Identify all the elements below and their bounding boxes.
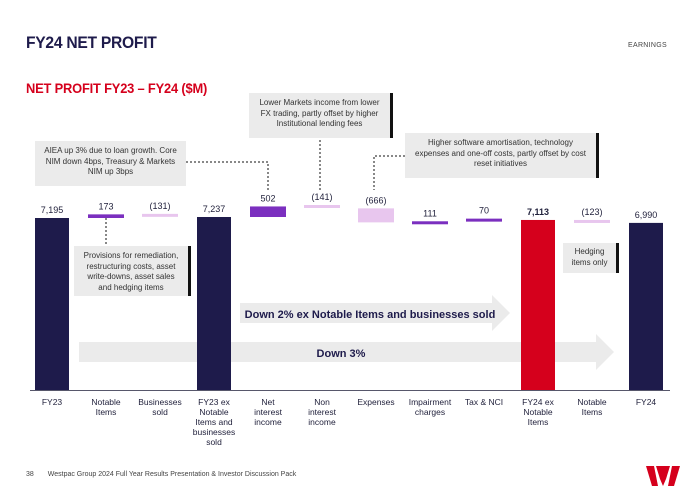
category-label-10: FY24 ex Notable Items <box>522 397 554 427</box>
value-label-6: (141) <box>311 191 333 202</box>
category-label-8: Impairment charges <box>408 397 452 417</box>
bar-4 <box>197 217 231 390</box>
note-markets-accent <box>390 93 393 138</box>
value-label-3: (131) <box>149 200 171 211</box>
note-provisions-accent <box>188 246 191 296</box>
page-title: FY24 NET PROFIT <box>26 33 157 52</box>
note-markets-text: Lower Markets income from lower FX trading, partly offset by higher Institutional lending fees <box>259 98 380 128</box>
value-label-4: 7,237 <box>202 203 226 214</box>
category-label-2: Notable Items <box>91 397 121 417</box>
category-label-12: FY24 <box>635 397 657 407</box>
bar-11 <box>574 220 610 223</box>
category-label-11: Notable Items <box>577 397 607 417</box>
category-label-9: Tax & NCI <box>464 397 504 407</box>
category-label-6: Non interest income <box>308 397 336 427</box>
footer <box>26 471 308 478</box>
value-label-7: (666) <box>365 195 387 206</box>
arrow-down-2-label: Down 2% ex Notable Items and businesses sold <box>244 309 496 321</box>
connector-software <box>374 156 405 190</box>
bar-5 <box>250 206 286 217</box>
bar-10 <box>521 220 555 390</box>
note-aiea-text: AIEA up 3% due to loan growth. Core NIM down 4bps, Treasury & Markets NIM up 3bps <box>44 146 177 176</box>
value-label-5: 502 <box>260 193 276 204</box>
category-label-7: Expenses <box>357 397 395 407</box>
note-provisions <box>74 246 188 296</box>
note-hedging-text: Hedging items only <box>571 247 608 267</box>
page-number: 38 <box>26 471 34 478</box>
value-label-11: (123) <box>581 206 603 217</box>
bar-8 <box>412 221 448 224</box>
value-label-10: 7,113 <box>526 206 550 217</box>
connector-aiea <box>186 162 268 190</box>
value-label-12: 6,990 <box>634 209 658 220</box>
note-markets <box>249 93 390 138</box>
bar-2 <box>88 214 124 218</box>
note-software-text: Higher software amortisation, technology expenses and one-off costs, partly offset by cost reset initiatives <box>415 138 586 168</box>
value-label-2: 173 <box>98 201 114 212</box>
bar-3 <box>142 214 178 217</box>
category-label-4: FY23 ex Notable Items and businesses sold <box>192 397 236 447</box>
category-label-5: Net interest income <box>254 397 282 427</box>
value-label-1: 7,195 <box>40 205 64 215</box>
note-software-accent <box>596 133 599 178</box>
value-label-8: 111 <box>423 208 437 219</box>
value-label-9: 70 <box>478 205 490 216</box>
westpac-logo-icon <box>646 466 680 486</box>
footer-text: Westpac Group 2024 Full Year Results Presentation & Investor Discussion Pack <box>47 471 297 478</box>
chart-subtitle: NET PROFIT FY23 – FY24 ($M) <box>26 80 208 96</box>
bar-7 <box>358 208 394 222</box>
note-hedging-accent <box>616 243 619 273</box>
note-hedging <box>563 243 616 273</box>
bar-9 <box>466 219 502 222</box>
arrow-down-3-label: Down 3% <box>316 348 366 360</box>
note-aiea <box>35 141 186 186</box>
bar-6 <box>304 205 340 208</box>
category-label-1: FY23 <box>41 397 63 407</box>
category-label-3: Businesses sold <box>138 397 182 417</box>
bar-1 <box>35 218 69 390</box>
section-label: EARNINGS <box>628 42 667 49</box>
bar-12 <box>629 223 663 390</box>
note-provisions-text: Provisions for remediation, restructuring costs, asset write-downs, asset sales and hedging items <box>83 251 179 292</box>
note-software <box>405 133 596 178</box>
